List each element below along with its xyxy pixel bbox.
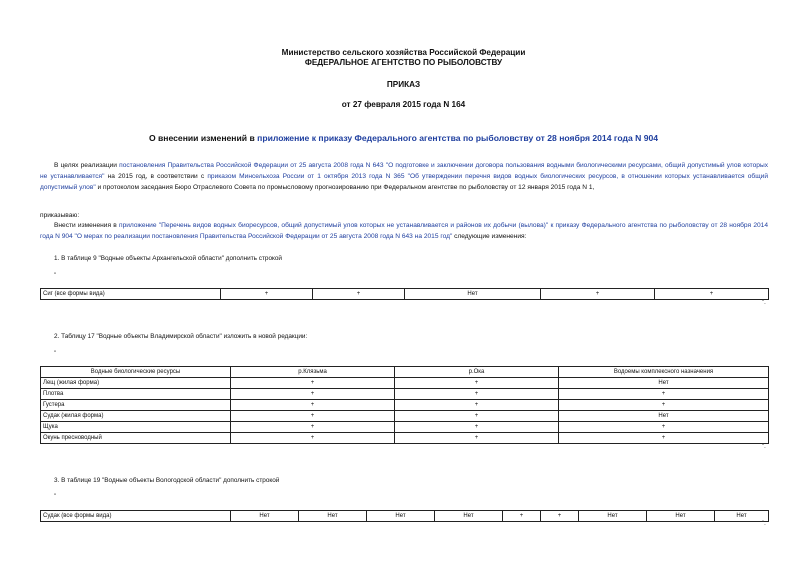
item2-close-quote: ". xyxy=(762,444,766,450)
order-link-appendix[interactable]: приложение "Перечень видов водных биоресурсов, общий допустимый улов которых не устанавливается и районов их добычи (вылова)" к приказу Федерального агентства по рыболовству от 28 ноября 2014 года N 904 "О мерах по реализации постановления Правительства Российской Федерации от 25 августа 2008 года N 643 на 2015 год" xyxy=(40,222,768,240)
table-cell: + xyxy=(231,400,395,411)
table-cell: Нет xyxy=(559,378,769,389)
table-cell: + xyxy=(395,433,559,444)
table-cell: + xyxy=(559,400,769,411)
table-cell: + xyxy=(395,389,559,400)
table-cell: + xyxy=(395,378,559,389)
table-cell: + xyxy=(395,400,559,411)
table-cell: Нет xyxy=(405,289,541,300)
intro-text-2: на 2015 год, в соответствии с xyxy=(104,173,208,180)
table-cell: Нет xyxy=(647,511,715,522)
intro-link-order-365[interactable]: приказом Минсельхоза России от 1 октября 2013 года N 365 "Об утверждении перечня видов водных биологических ресурсов, в отношении которых устанавливается общий допустимый улов" xyxy=(40,173,768,191)
item3-table xyxy=(40,510,769,522)
table-cell: + xyxy=(395,411,559,422)
table-cell: + xyxy=(313,289,405,300)
table-cell: Судак (все формы вида) xyxy=(41,511,231,522)
order-text-1: Внести изменения в xyxy=(54,222,120,229)
item1-close-quote: ". xyxy=(762,300,766,306)
table-cell: Лещ (жилая форма) xyxy=(41,378,231,389)
order-paragraph xyxy=(40,220,768,242)
table-header: Водоемы комплексного назначения xyxy=(559,367,769,378)
table-row xyxy=(41,411,769,422)
table-row xyxy=(41,511,769,522)
table-cell: Нет xyxy=(299,511,367,522)
item3-open-quote: " xyxy=(54,494,57,500)
item2-open-quote: " xyxy=(54,351,57,357)
item2-table xyxy=(40,366,769,444)
intro-text-3: и протоколом заседания Бюро Отраслевого Совета по промысловому прогнозированию при Федеральном агентстве по рыболовству от 12 января 2015 года N 1, xyxy=(95,184,595,191)
table-row xyxy=(41,433,769,444)
intro-link-decree-643[interactable]: постановления Правительства Российской Федерации от 25 августа 2008 года N 643 "О подготовке и заключении договора пользования водными биологическими ресурсами, общий допустимый улов которых не устанавливается" xyxy=(40,162,768,180)
agency-name: ФЕДЕРАЛЬНОЕ АГЕНТСТВО ПО РЫБОЛОВСТВУ xyxy=(304,58,503,67)
order-word: приказываю: xyxy=(40,212,80,219)
item3-close-quote: ". xyxy=(762,521,766,527)
title-prefix: О внесении изменений в xyxy=(148,133,258,143)
table-row xyxy=(41,422,769,433)
table-cell: Густера xyxy=(41,400,231,411)
title-link[interactable]: приложение к приказу Федерального агентства по рыболовству от 28 ноября 2014 года N 904 xyxy=(257,133,659,143)
table-cell: + xyxy=(559,433,769,444)
table-cell: + xyxy=(503,511,541,522)
table-cell: Плотва xyxy=(41,389,231,400)
doc-title xyxy=(0,133,807,143)
table-cell: Нет xyxy=(579,511,647,522)
table-cell: + xyxy=(559,389,769,400)
table-header-row xyxy=(41,367,769,378)
intro-text-1: В целях реализации xyxy=(54,162,120,169)
order-text-2: следующие изменения: xyxy=(452,233,527,240)
item3-text: 3. В таблице 19 "Водные объекты Вологодской области" дополнить строкой xyxy=(54,477,280,484)
table-header: р.Ока xyxy=(395,367,559,378)
table-cell: + xyxy=(221,289,313,300)
item1-open-quote: " xyxy=(54,273,57,279)
table-cell: Нет xyxy=(715,511,769,522)
table-cell: + xyxy=(231,411,395,422)
table-row xyxy=(41,400,769,411)
table-cell: Нет xyxy=(231,511,299,522)
table-cell: Щука xyxy=(41,422,231,433)
table-cell: Нет xyxy=(367,511,435,522)
table-cell: + xyxy=(559,422,769,433)
table-cell: Судак (жилая форма) xyxy=(41,411,231,422)
table-cell: Окунь пресноводный xyxy=(41,433,231,444)
doc-date-number: от 27 февраля 2015 года N 164 xyxy=(341,100,466,109)
intro-paragraph xyxy=(40,160,768,193)
table-cell: Сиг (все формы вида) xyxy=(41,289,221,300)
table-row xyxy=(41,289,769,300)
table-header: Водные биологические ресурсы xyxy=(41,367,231,378)
table-cell: Нет xyxy=(559,411,769,422)
table-cell: + xyxy=(231,378,395,389)
table-cell: + xyxy=(655,289,769,300)
table-cell: + xyxy=(541,289,655,300)
table-row xyxy=(41,389,769,400)
table-cell: Нет xyxy=(435,511,503,522)
table-cell: + xyxy=(395,422,559,433)
table-cell: + xyxy=(231,389,395,400)
ministry-name: Министерство сельского хозяйства Российской Федерации xyxy=(281,48,526,57)
table-header: р.Клязьма xyxy=(231,367,395,378)
table-cell: + xyxy=(231,433,395,444)
item2-text: 2. Таблицу 17 "Водные объекты Владимирской области" изложить в новой редакции: xyxy=(54,333,308,340)
doc-type: ПРИКАЗ xyxy=(386,80,421,89)
table-cell: + xyxy=(541,511,579,522)
table-cell: + xyxy=(231,422,395,433)
item1-text: 1. В таблице 9 "Водные объекты Архангельской области" дополнить строкой xyxy=(54,255,283,262)
table-row xyxy=(41,378,769,389)
item1-table xyxy=(40,288,769,300)
